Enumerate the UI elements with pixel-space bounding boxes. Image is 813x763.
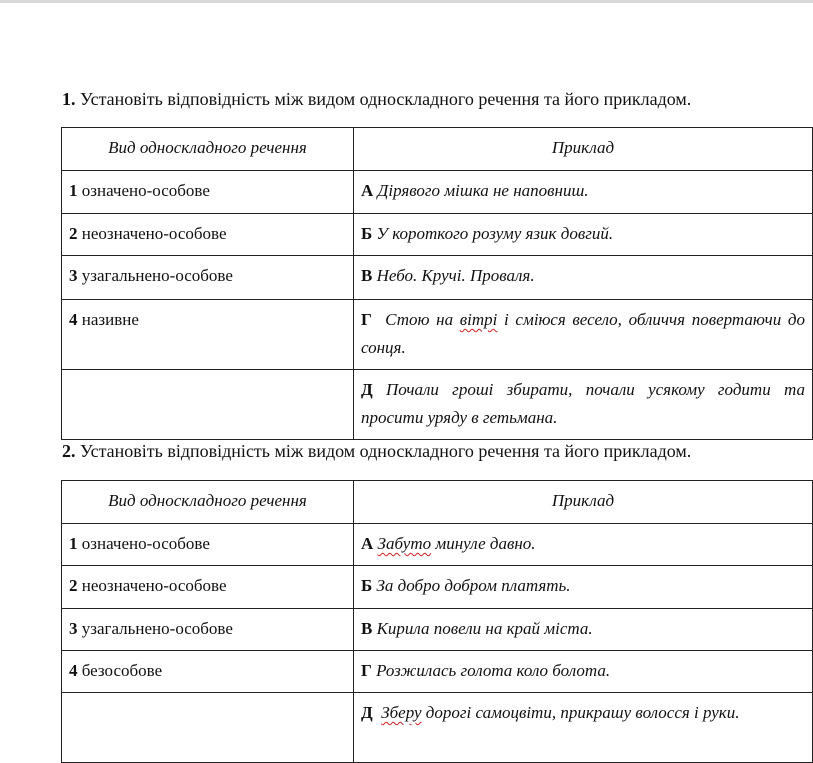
task-1-title	[62, 89, 691, 110]
example-cell	[354, 693, 813, 763]
example-text: За добро добром платять.	[376, 576, 571, 595]
example-letter: Г	[361, 661, 372, 680]
example-letter: В	[361, 619, 373, 638]
example-text-end: і сміюся весело, обличчя повертаючи до сонця.	[361, 310, 806, 357]
table-header-row	[62, 481, 813, 524]
example-cell	[354, 171, 813, 214]
table-row	[62, 524, 813, 566]
task-number: 2.	[62, 441, 76, 461]
type-cell	[62, 300, 354, 370]
header-example: Приклад	[354, 128, 813, 171]
type-number: 4	[69, 310, 78, 329]
type-number: 1	[69, 181, 78, 200]
example-letter: Б	[361, 576, 373, 595]
top-border	[0, 0, 813, 3]
example-letter: Д	[361, 703, 373, 722]
task-text: Установіть відповідність між видом односкладного речення та його прикладом.	[80, 89, 692, 109]
type-cell	[62, 566, 354, 609]
example-cell	[354, 609, 813, 651]
spellcheck-word: Забуто	[377, 534, 432, 553]
table-row	[62, 370, 813, 440]
example-letter: А	[361, 534, 374, 553]
type-cell	[62, 171, 354, 214]
example-cell	[354, 214, 813, 256]
spellcheck-word: вітрі	[459, 310, 498, 329]
type-text: називне	[81, 310, 139, 329]
type-cell	[62, 256, 354, 300]
example-text-start: Стою на	[385, 310, 454, 329]
example-letter: Г	[361, 310, 372, 329]
example-cell	[354, 566, 813, 609]
type-text: безособове	[81, 661, 163, 680]
example-letter: А	[361, 181, 374, 200]
task-2-title	[62, 441, 691, 462]
header-example: Приклад	[354, 481, 813, 524]
type-text: неозначено-особове	[81, 224, 227, 243]
table-header-row	[62, 128, 813, 171]
task-text: Установіть відповідність між видом односкладного речення та його прикладом.	[80, 441, 692, 461]
example-text-end: дорогі самоцвіти, прикрашу волосся і руки.	[425, 703, 740, 722]
table-row	[62, 256, 813, 300]
type-number: 2	[69, 224, 78, 243]
table-row	[62, 171, 813, 214]
type-number: 1	[69, 534, 78, 553]
example-text: Кирила повели на край міста.	[376, 619, 593, 638]
type-text: узагальнено-особове	[81, 619, 233, 638]
example-text: Розжилась голота коло болота.	[376, 661, 611, 680]
type-cell	[62, 651, 354, 693]
example-text-end: минуле давно.	[435, 534, 536, 553]
type-number: 3	[69, 266, 78, 285]
table-row	[62, 693, 813, 763]
type-cell	[62, 524, 354, 566]
example-text: У короткого розуму язик довгий.	[376, 224, 614, 243]
task-1-table	[61, 127, 813, 440]
task-number: 1.	[62, 89, 76, 109]
example-cell	[354, 651, 813, 693]
type-number: 3	[69, 619, 78, 638]
table-row	[62, 214, 813, 256]
example-letter: Б	[361, 224, 373, 243]
example-cell	[354, 370, 813, 440]
table-row	[62, 609, 813, 651]
spellcheck-word: Зберу	[381, 703, 422, 722]
type-text: означено-особове	[81, 181, 210, 200]
type-cell-empty	[62, 370, 354, 440]
example-cell	[354, 256, 813, 300]
type-text: узагальнено-особове	[81, 266, 233, 285]
type-number: 4	[69, 661, 78, 680]
example-text: Почали гроші збирати, почали усякому годити та просити уряду в гетьмана.	[361, 380, 806, 427]
type-number: 2	[69, 576, 78, 595]
example-text: Дірявого мішка не наповниш.	[377, 181, 589, 200]
table-row	[62, 300, 813, 370]
table-row	[62, 651, 813, 693]
example-letter: Д	[361, 380, 373, 399]
example-cell	[354, 524, 813, 566]
task-2-table	[61, 480, 813, 763]
example-cell	[354, 300, 813, 370]
header-type: Вид односкладного речення	[62, 128, 354, 171]
type-cell	[62, 214, 354, 256]
table-row	[62, 566, 813, 609]
example-text: Небо. Кручі. Проваля.	[376, 266, 535, 285]
type-cell-empty	[62, 693, 354, 763]
type-text: неозначено-особове	[81, 576, 227, 595]
type-cell	[62, 609, 354, 651]
example-letter: В	[361, 266, 373, 285]
header-type: Вид односкладного речення	[62, 481, 354, 524]
type-text: означено-особове	[81, 534, 210, 553]
